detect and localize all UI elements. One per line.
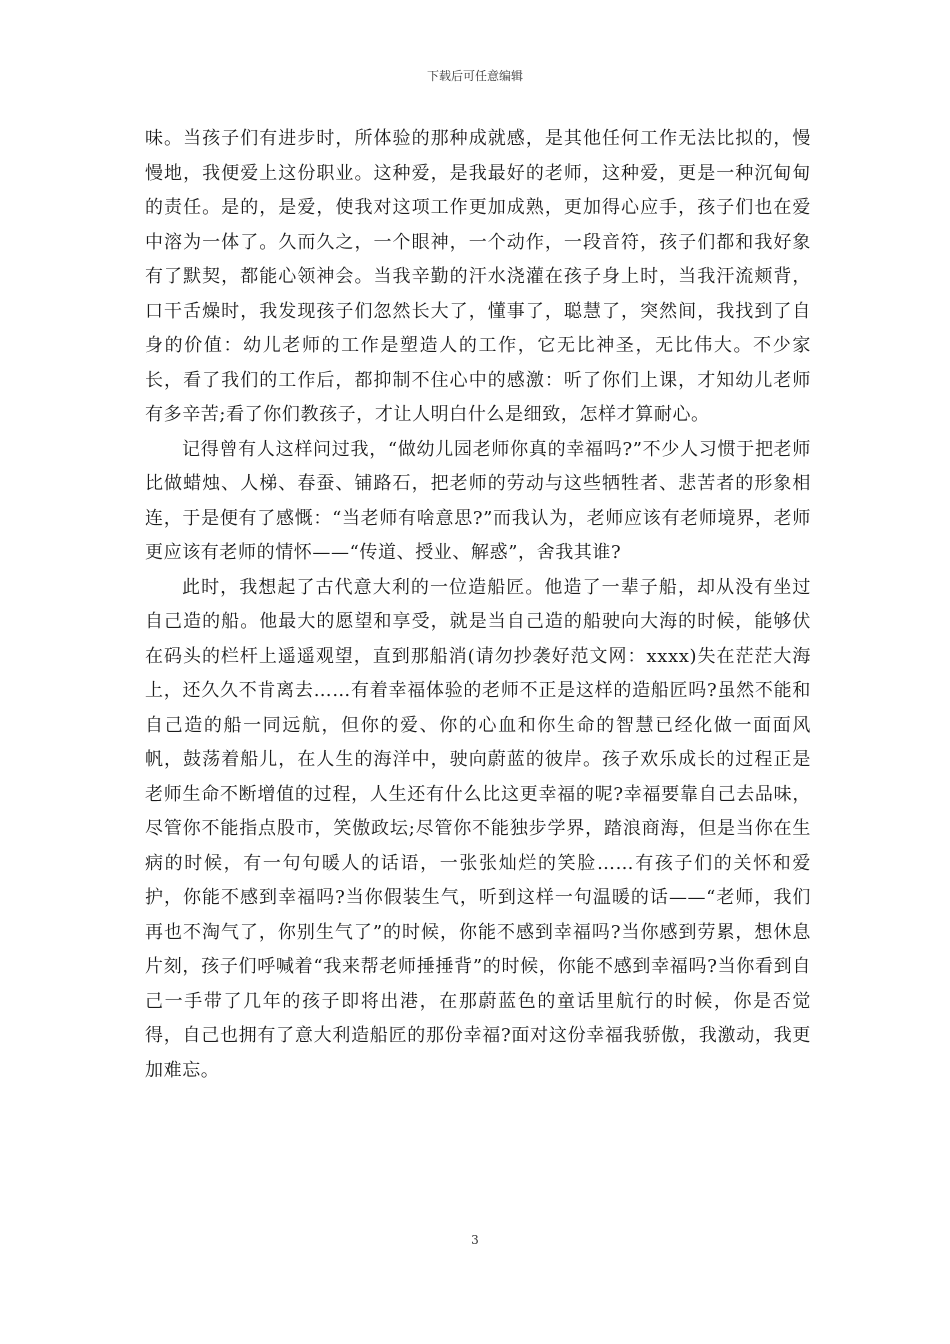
body-text	[145, 122, 811, 1088]
paragraph: 此时，我想起了古代意大利的一位造船匠。他造了一辈子船，却从没有坐过自己造的船。他最大的愿望和享受，就是当自己造的船驶向大海的时候，能够伏在码头的栏杆上遥遥观望，直到那船消(请勿抄袭好范文网：xxxx)失在茫茫大海上，还久久不肯离去……有着幸福体验的老师不正是这样的造船匠吗?虽然不能和自己造的船一同远航，但你的爱、你的心血和你生命的智慧已经化做一面面风帆，鼓荡着船儿，在人生的海洋中，驶向蔚蓝的彼岸。孩子欢乐成长的过程正是老师生命不断增值的过程，人生还有什么比这更幸福的呢?幸福要靠自己去品味，尽管你不能指点股市，笑傲政坛;尽管你不能独步学界，踏浪商海，但是当你在生病的时候，有一句句暖人的话语，一张张灿烂的笑脸……有孩子们的关怀和爱护，你能不感到幸福吗?当你假装生气，听到这样一句温暖的话——“老师，我们再也不淘气了，你别生气了”的时候，你能不感到幸福吗?当你感到劳累，想休息片刻，孩子们呼喊着“我来帮老师捶捶背”的时候，你能不感到幸福吗?当你看到自己一手带了几年的孩子即将出港，在那蔚蓝色的童话里航行的时候，你是否觉得，自己也拥有了意大利造船匠的那份幸福?面对这份幸福我骄傲，我激动，我更加难忘。	[145, 576, 811, 1081]
page-header: 下载后可任意编辑	[426, 69, 523, 83]
paragraph-continued: 味。当孩子们有进步时，所体验的那种成就感，是其他任何工作无法比拟的，慢慢地，我便爱上这份职业。这种爱，是我最好的老师，这种爱，更是一种沉甸甸的责任。是的，是爱，使我对这项工作更加成熟，更加得心应手，孩子们也在爱中溶为一体了。久而久之，一个眼神，一个动作，一段音符，孩子们都和我好象有了默契，都能心领神会。当我辛勤的汗水浇灌在孩子身上时，当我汗流颊背，口干舌燥时，我发现孩子们忽然长大了，懂事了，聪慧了，突然间，我找到了自身的价值：幼儿老师的工作是塑造人的工作，它无比神圣，无比伟大。不少家长，看了我们的工作后，都抑制不住心中的感激：听了你们上课，才知幼儿老师有多辛苦;看了你们教孩子，才让人明白什么是细致，怎样才算耐心。	[145, 128, 811, 425]
paragraph: 记得曾有人这样问过我，“做幼儿园老师你真的幸福吗?”不少人习惯于把老师比做蜡烛、人梯、春蚕、铺路石，把老师的劳动与这些牺牲者、悲苦者的形象相连，于是便有了感慨：“当老师有啥意思?”而我认为，老师应该有老师境界，老师更应该有老师的情怀——“传道、授业、解惑”，舍我其谁?	[145, 438, 811, 563]
page-number: 3	[471, 1233, 479, 1247]
